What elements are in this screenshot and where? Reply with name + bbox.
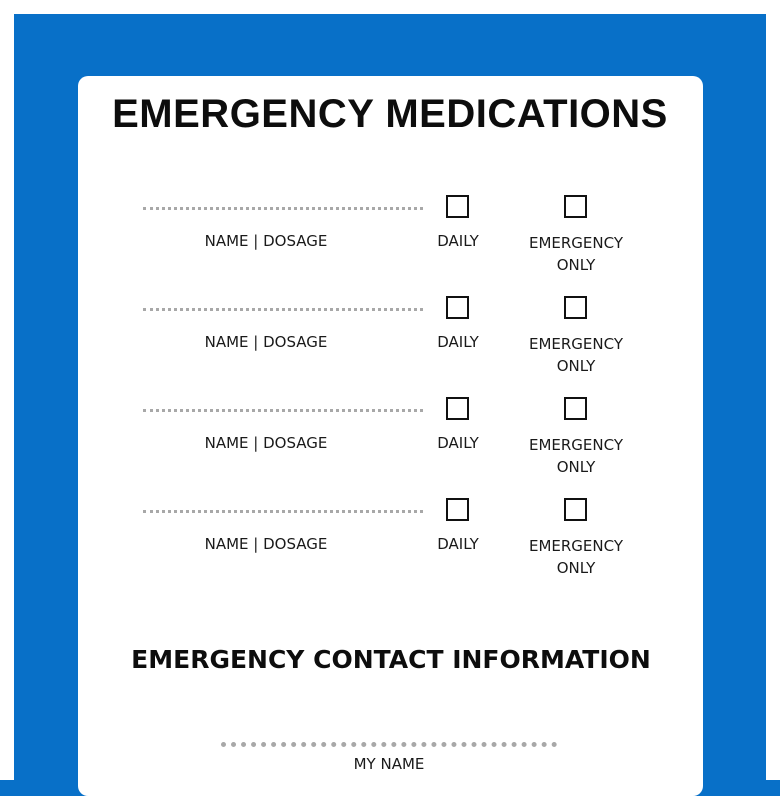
my-name-label: MY NAME [353, 755, 425, 773]
contact-section-heading: EMERGENCY CONTACT INFORMATION [131, 645, 651, 674]
daily-label: DAILY [437, 232, 479, 250]
page-title: EMERGENCY MEDICATIONS [112, 92, 668, 136]
emergency-only-checkbox[interactable] [564, 498, 587, 521]
emergency-only-label [516, 535, 636, 579]
daily-checkbox[interactable] [446, 195, 469, 218]
name-dosage-label: NAME | DOSAGE [204, 333, 328, 351]
emergency-label-line2: ONLY [556, 357, 596, 375]
daily-checkbox[interactable] [446, 397, 469, 420]
emergency-only-label [516, 434, 636, 478]
medication-row [0, 207, 780, 297]
emergency-label-line1: EMERGENCY [528, 537, 623, 555]
medication-row [0, 409, 780, 499]
daily-label: DAILY [437, 535, 479, 553]
emergency-label-line2: ONLY [556, 559, 596, 577]
daily-checkbox[interactable] [446, 296, 469, 319]
my-name-field[interactable] [221, 742, 557, 747]
name-dosage-label: NAME | DOSAGE [204, 232, 328, 250]
emergency-label-line1: EMERGENCY [528, 335, 623, 353]
daily-label: DAILY [437, 333, 479, 351]
emergency-only-checkbox[interactable] [564, 296, 587, 319]
medication-row [0, 308, 780, 398]
emergency-only-label [516, 333, 636, 377]
medication-name-field[interactable] [143, 308, 423, 311]
daily-label: DAILY [437, 434, 479, 452]
medication-name-field[interactable] [143, 510, 423, 513]
name-dosage-label: NAME | DOSAGE [204, 434, 328, 452]
medication-name-field[interactable] [143, 207, 423, 210]
medication-row [0, 510, 780, 600]
emergency-only-label [516, 232, 636, 276]
emergency-label-line1: EMERGENCY [528, 234, 623, 252]
emergency-label-line2: ONLY [556, 256, 596, 274]
name-dosage-label: NAME | DOSAGE [204, 535, 328, 553]
emergency-label-line2: ONLY [556, 458, 596, 476]
emergency-only-checkbox[interactable] [564, 195, 587, 218]
medication-name-field[interactable] [143, 409, 423, 412]
daily-checkbox[interactable] [446, 498, 469, 521]
emergency-label-line1: EMERGENCY [528, 436, 623, 454]
emergency-only-checkbox[interactable] [564, 397, 587, 420]
